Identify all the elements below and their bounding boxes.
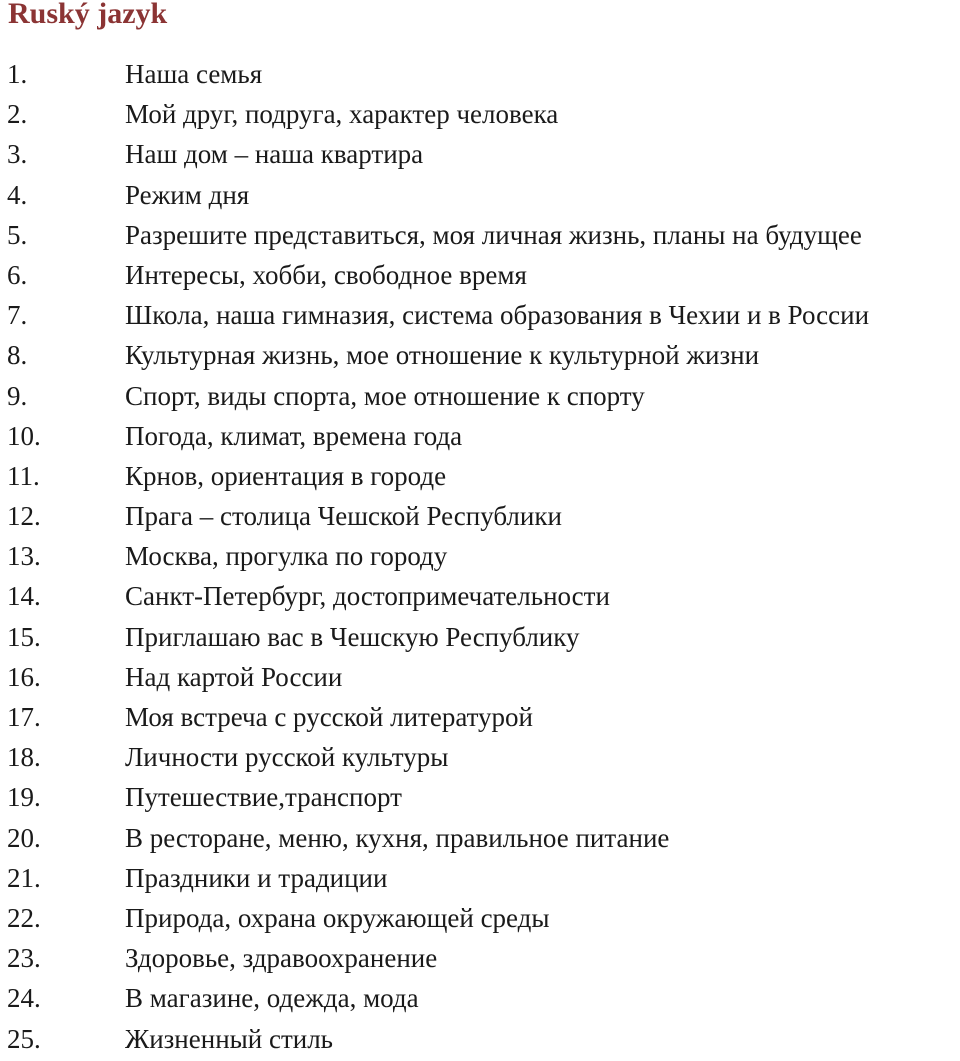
topic-number: 6.	[7, 259, 28, 290]
topic-text: Приглашаю вас в Чешскую Республику	[125, 621, 580, 652]
topic-number: 15.	[7, 621, 41, 652]
topic-number: 13.	[7, 541, 41, 572]
topic-text: Праздники и традиции	[125, 862, 388, 893]
topic-text: Здоровье, здравоохранение	[125, 943, 438, 974]
topic-number: 22.	[7, 902, 41, 933]
topic-text: Спорт, виды спорта, мое отношение к спорту	[125, 380, 645, 411]
topic-number: 24.	[7, 983, 41, 1014]
topic-number: 9.	[7, 380, 28, 411]
topic-number: 8.	[7, 340, 28, 371]
topic-text: Разрешите представиться, моя личная жизнь, планы на будущее	[125, 219, 862, 250]
topic-text: Режим дня	[125, 179, 250, 210]
topic-number: 10.	[7, 420, 41, 451]
topic-number: 4.	[7, 179, 28, 210]
topic-number: 25.	[7, 1023, 41, 1054]
topic-number: 19.	[7, 782, 41, 813]
topic-number: 16.	[7, 661, 41, 692]
topic-text: Природа, охрана окружающей среды	[125, 902, 550, 933]
topic-text: Погода, климат, времена года	[125, 420, 463, 451]
topic-text: Мой друг, подруга, характер человека	[125, 99, 559, 130]
topic-number: 18.	[7, 742, 41, 773]
topic-number: 5.	[7, 219, 28, 250]
topic-text: Культурная жизнь, мое отношение к культурной жизни	[125, 340, 760, 371]
topic-number: 11.	[7, 460, 40, 491]
topic-text: Крнов, ориентация в городе	[125, 460, 447, 491]
topic-text: Над картой России	[125, 661, 343, 692]
topic-text: Прага – столица Чешской Республики	[125, 501, 562, 532]
topic-number: 12.	[7, 501, 41, 532]
topic-text: Путешествие,транспорт	[125, 782, 402, 813]
topic-number: 2.	[7, 99, 28, 130]
topic-number: 21.	[7, 862, 41, 893]
topic-text: Москва, прогулка по городу	[125, 541, 448, 572]
topic-text: Интересы, хобби, свободное время	[125, 259, 527, 290]
topic-text: В магазине, одежда, мода	[125, 983, 419, 1014]
topic-number: 14.	[7, 581, 41, 612]
topic-text: Жизненный стиль	[125, 1023, 333, 1054]
topic-number: 7.	[7, 300, 28, 331]
topic-text: Личности русской культуры	[125, 742, 449, 773]
topic-number: 23.	[7, 943, 41, 974]
topic-text: Наша семья	[125, 59, 263, 89]
document-title: Ruský jazyk	[8, 0, 168, 30]
topic-text: В ресторане, меню, кухня, правильное питание	[125, 822, 670, 853]
topic-text: Моя встреча с русской литературой	[125, 702, 533, 732]
topic-text: Санкт-Петербург, достопримечательности	[125, 581, 610, 612]
topic-text: Школа, наша гимназия, система образования в Чехии и в России	[125, 300, 870, 331]
topic-number: 17.	[7, 702, 41, 732]
topic-number: 1.	[7, 59, 28, 89]
topic-number: 20.	[7, 822, 41, 853]
topic-text: Наш дом – наша квартира	[125, 139, 424, 170]
topic-number: 3.	[7, 139, 28, 170]
